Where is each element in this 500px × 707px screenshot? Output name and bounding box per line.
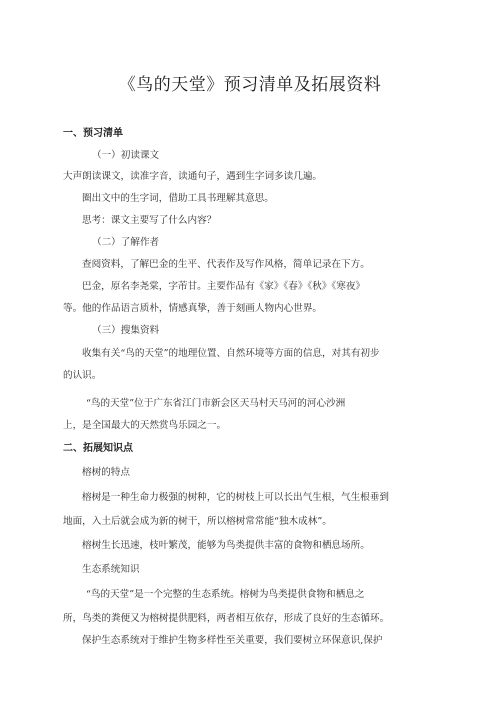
subsection-heading-banyan: 榕树的特点 (82, 467, 130, 478)
paragraph-line: 收集有关“鸟的天堂”的地理位置、自然环境等方面的信息，对其有初步 (82, 348, 380, 359)
section-heading-extension: 二、拓展知识点 (63, 443, 133, 454)
paragraph-line: 保护生态系统对于维护生物多样性至关重要，我们要树立环保意识,保护 (82, 635, 383, 646)
paragraph-line: 查阅资料，了解巴金的生平、代表作及写作风格，简单记录在下方。 (82, 259, 370, 270)
paragraph-line: “鸟的天堂”是一个完整的生态系统。榕树为鸟类提供食物和栖息之 (86, 589, 365, 600)
paragraph-line: 等。他的作品语言质朴，情感真挚，善于刻画人物内心世界。 (63, 303, 323, 314)
paragraph-line: 圈出文中的生字词，借助工具书理解其意思。 (82, 193, 274, 204)
subsection-heading-ecosystem: 生态系统知识 (82, 564, 140, 575)
paragraph-line: 巴金，原名李尧棠，字芾甘。主要作品有《家》《春》《秋》《寒夜》 (82, 281, 366, 292)
subsection-heading-collect-info: （三）搜集资料 (92, 325, 160, 336)
paragraph-line: 的认识。 (63, 370, 102, 381)
paragraph-line: “鸟的天堂”位于广东省江门市新会区天马村天马河的河心沙洲 (86, 398, 346, 409)
paragraph-line: 大声朗读课文，读准字音，读通句子，遇到生字词多读几遍。 (63, 171, 323, 182)
paragraph-line: 所，鸟类的粪便又为榕树提供肥料，两者相互依存，形成了良好的生态循环。 (63, 613, 390, 624)
subsection-heading-first-reading: （一）初读课文 (92, 150, 160, 161)
paragraph-line: 思考：课文主要写了什么内容？ (82, 215, 217, 226)
paragraph-line: 榕树生长迅速，枝叶繁茂，能够为鸟类提供丰富的食物和栖息场所。 (82, 540, 370, 551)
section-heading-preview-list: 一、预习清单 (63, 128, 123, 139)
paragraph-line: 上，是全国最大的天然赏鸟乐园之一。 (63, 420, 227, 431)
document-title: 《鸟的天堂》预习清单及拓展资料 (118, 75, 382, 95)
paragraph-line: 地面，入土后就会成为新的树干，所以榕树常常能“独木成林”。 (63, 516, 332, 527)
subsection-heading-about-author: （二）了解作者 (92, 237, 160, 248)
paragraph-line: 榕树是一种生命力极强的树种，它的树枝上可以长出气生根，气生根垂到 (82, 492, 389, 503)
